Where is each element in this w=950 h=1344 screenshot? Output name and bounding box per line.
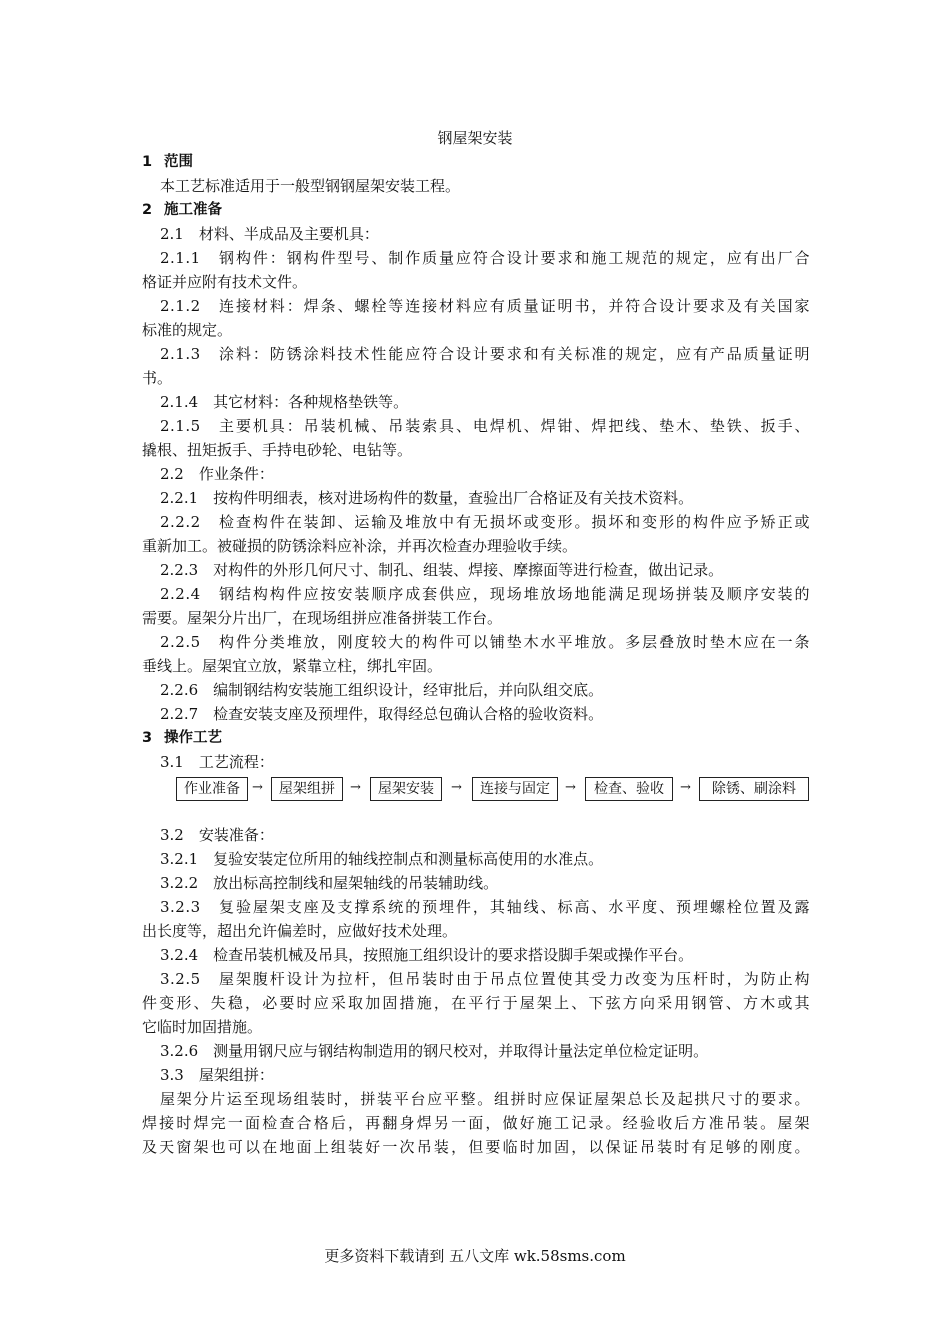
flow-step: 连接与固定 [472,777,558,801]
subsection-heading: 2.2 作业条件： [160,465,274,483]
paragraph-line: 2.1.3 涂料：防锈涂料技术性能应符合设计要求和有关标准的规定，应有产品质量证明 [160,345,810,363]
paragraph-line: 标准的规定。 [142,321,233,339]
paragraph-line: 垂线上。屋架宜立放，紧靠立柱，绑扎牢固。 [142,657,443,675]
paragraph-line: 需要。屋架分片出厂，在现场组拼应准备拼装工作台。 [142,609,503,627]
section-title: 施工准备 [164,202,222,218]
document-title: 钢屋架安装 [437,129,513,147]
arrow-right-icon: → [350,780,361,795]
section-number: 3 [142,730,153,746]
subsection-heading: 3.1 工艺流程： [160,753,274,771]
paragraph-line: 它临时加固措施。 [142,1018,263,1036]
paragraph-line: 2.2.3 对构件的外形几何尺寸、制孔、组装、焊接、摩擦面等进行检查，做出记录。 [160,561,724,579]
section-number: 2 [142,202,153,218]
paragraph-line: 2.2.1 按构件明细表，核对进场构件的数量，查验出厂合格证及有关技术资料。 [160,489,694,507]
arrow-right-icon: → [565,780,576,795]
paragraph-line: 3.2.5 屋架腹杆设计为拉杆，但吊装时由于吊点位置使其受力改变为压杆时，为防止构 [160,970,810,988]
paragraph-line: 2.2.4 钢结构构件应按安装顺序成套供应，现场堆放场地能满足现场拼装及顺序安装的 [160,585,810,603]
paragraph-line: 书。 [142,369,173,387]
paragraph-line: 3.2.1 复验安装定位所用的轴线控制点和测量标高使用的水准点。 [160,850,604,868]
flow-step: 检查、验收 [585,777,673,801]
paragraph-line: 出长度等，超出允许偏差时，应做好技术处理。 [142,922,458,940]
paragraph-line: 重新加工。被碰损的防锈涂料应补涂，并再次检查办理验收手续。 [142,537,578,555]
flow-step: 除锈、刷涂料 [699,777,809,801]
subsection-heading: 3.3 屋架组拼： [160,1066,274,1084]
paragraph-line: 屋架分片运至现场组装时，拼装平台应平整。组拼时应保证屋架总长及起拱尺寸的要求。 [160,1090,810,1108]
paragraph-line: 撬根、扭矩扳手、手持电砂轮、电钻等。 [142,441,413,459]
paragraph-line: 件变形、失稳，必要时应采取加固措施，在平行于屋架上、下弦方向采用钢管、方木或其 [142,994,810,1012]
subsection-heading: 3.2 安装准备： [160,826,274,844]
arrow-right-icon: → [451,780,462,795]
paragraph-line: 及天窗架也可以在地面上组装好一次吊装，但要临时加固，以保证吊装时有足够的刚度。 [142,1138,810,1156]
paragraph-line: 焊接时焊完一面检查合格后，再翻身焊另一面，做好施工记录。经验收后方准吊装。屋架 [142,1114,810,1132]
arrow-right-icon: → [252,780,263,795]
process-flowchart [142,775,810,823]
paragraph: 本工艺标准适用于一般型钢钢屋架安装工程。 [160,177,461,195]
section-title: 操作工艺 [164,730,222,746]
paragraph-line: 3.2.6 测量用钢尺应与钢结构制造用的钢尺校对，并取得计量法定单位检定证明。 [160,1042,709,1060]
paragraph-line: 3.2.4 检查吊装机械及吊具，按照施工组织设计的要求搭设脚手架或操作平台。 [160,946,694,964]
section-heading-1 [142,150,810,174]
paragraph-line: 3.2.2 放出标高控制线和屋架轴线的吊装辅助线。 [160,874,499,892]
paragraph-line: 2.2.6 编制钢结构安装施工组织设计，经审批后，并向队组交底。 [160,681,604,699]
paragraph-line: 2.1.5 主要机具：吊装机械、吊装索具、电焊机、焊钳、焊把线、垫木、垫铁、扳手、 [160,417,810,435]
paragraph-line: 3.2.3 复验屋架支座及支撑系统的预埋件，其轴线、标高、水平度、预埋螺栓位置及露 [160,898,810,916]
section-heading-2 [142,198,810,222]
footer-link[interactable]: 更多资料下载请到 五八文库 wk.58sms.com [324,1247,626,1265]
document-body [142,150,810,1159]
flow-step: 屋架组拼 [271,777,343,801]
paragraph-line: 2.1.2 连接材料：焊条、螺栓等连接材料应有质量证明书，并符合设计要求及有关国家 [160,297,810,315]
section-number: 1 [142,154,153,170]
flow-step: 屋架安装 [370,777,442,801]
flow-step: 作业准备 [176,777,248,801]
paragraph-line: 2.1.1 钢构件：钢构件型号、制作质量应符合设计要求和施工规范的规定，应有出厂合 [160,249,810,267]
section-heading-3 [142,726,810,750]
paragraph-line: 2.2.5 构件分类堆放，刚度较大的构件可以铺垫木水平堆放。多层叠放时垫木应在一条 [160,633,810,651]
section-title: 范围 [164,154,193,170]
arrow-right-icon: → [680,780,691,795]
subsection-heading: 2.1 材料、半成品及主要机具： [160,225,379,243]
paragraph-line: 2.2.2 检查构件在装卸、运输及堆放中有无损坏或变形。损坏和变形的构件应予矫正或 [160,513,810,531]
paragraph-line: 格证并应附有技术文件。 [142,273,308,291]
paragraph-line: 2.1.4 其它材料：各种规格垫铁等。 [160,393,409,411]
paragraph-line: 2.2.7 检查安装支座及预埋件，取得经总包确认合格的验收资料。 [160,705,604,723]
